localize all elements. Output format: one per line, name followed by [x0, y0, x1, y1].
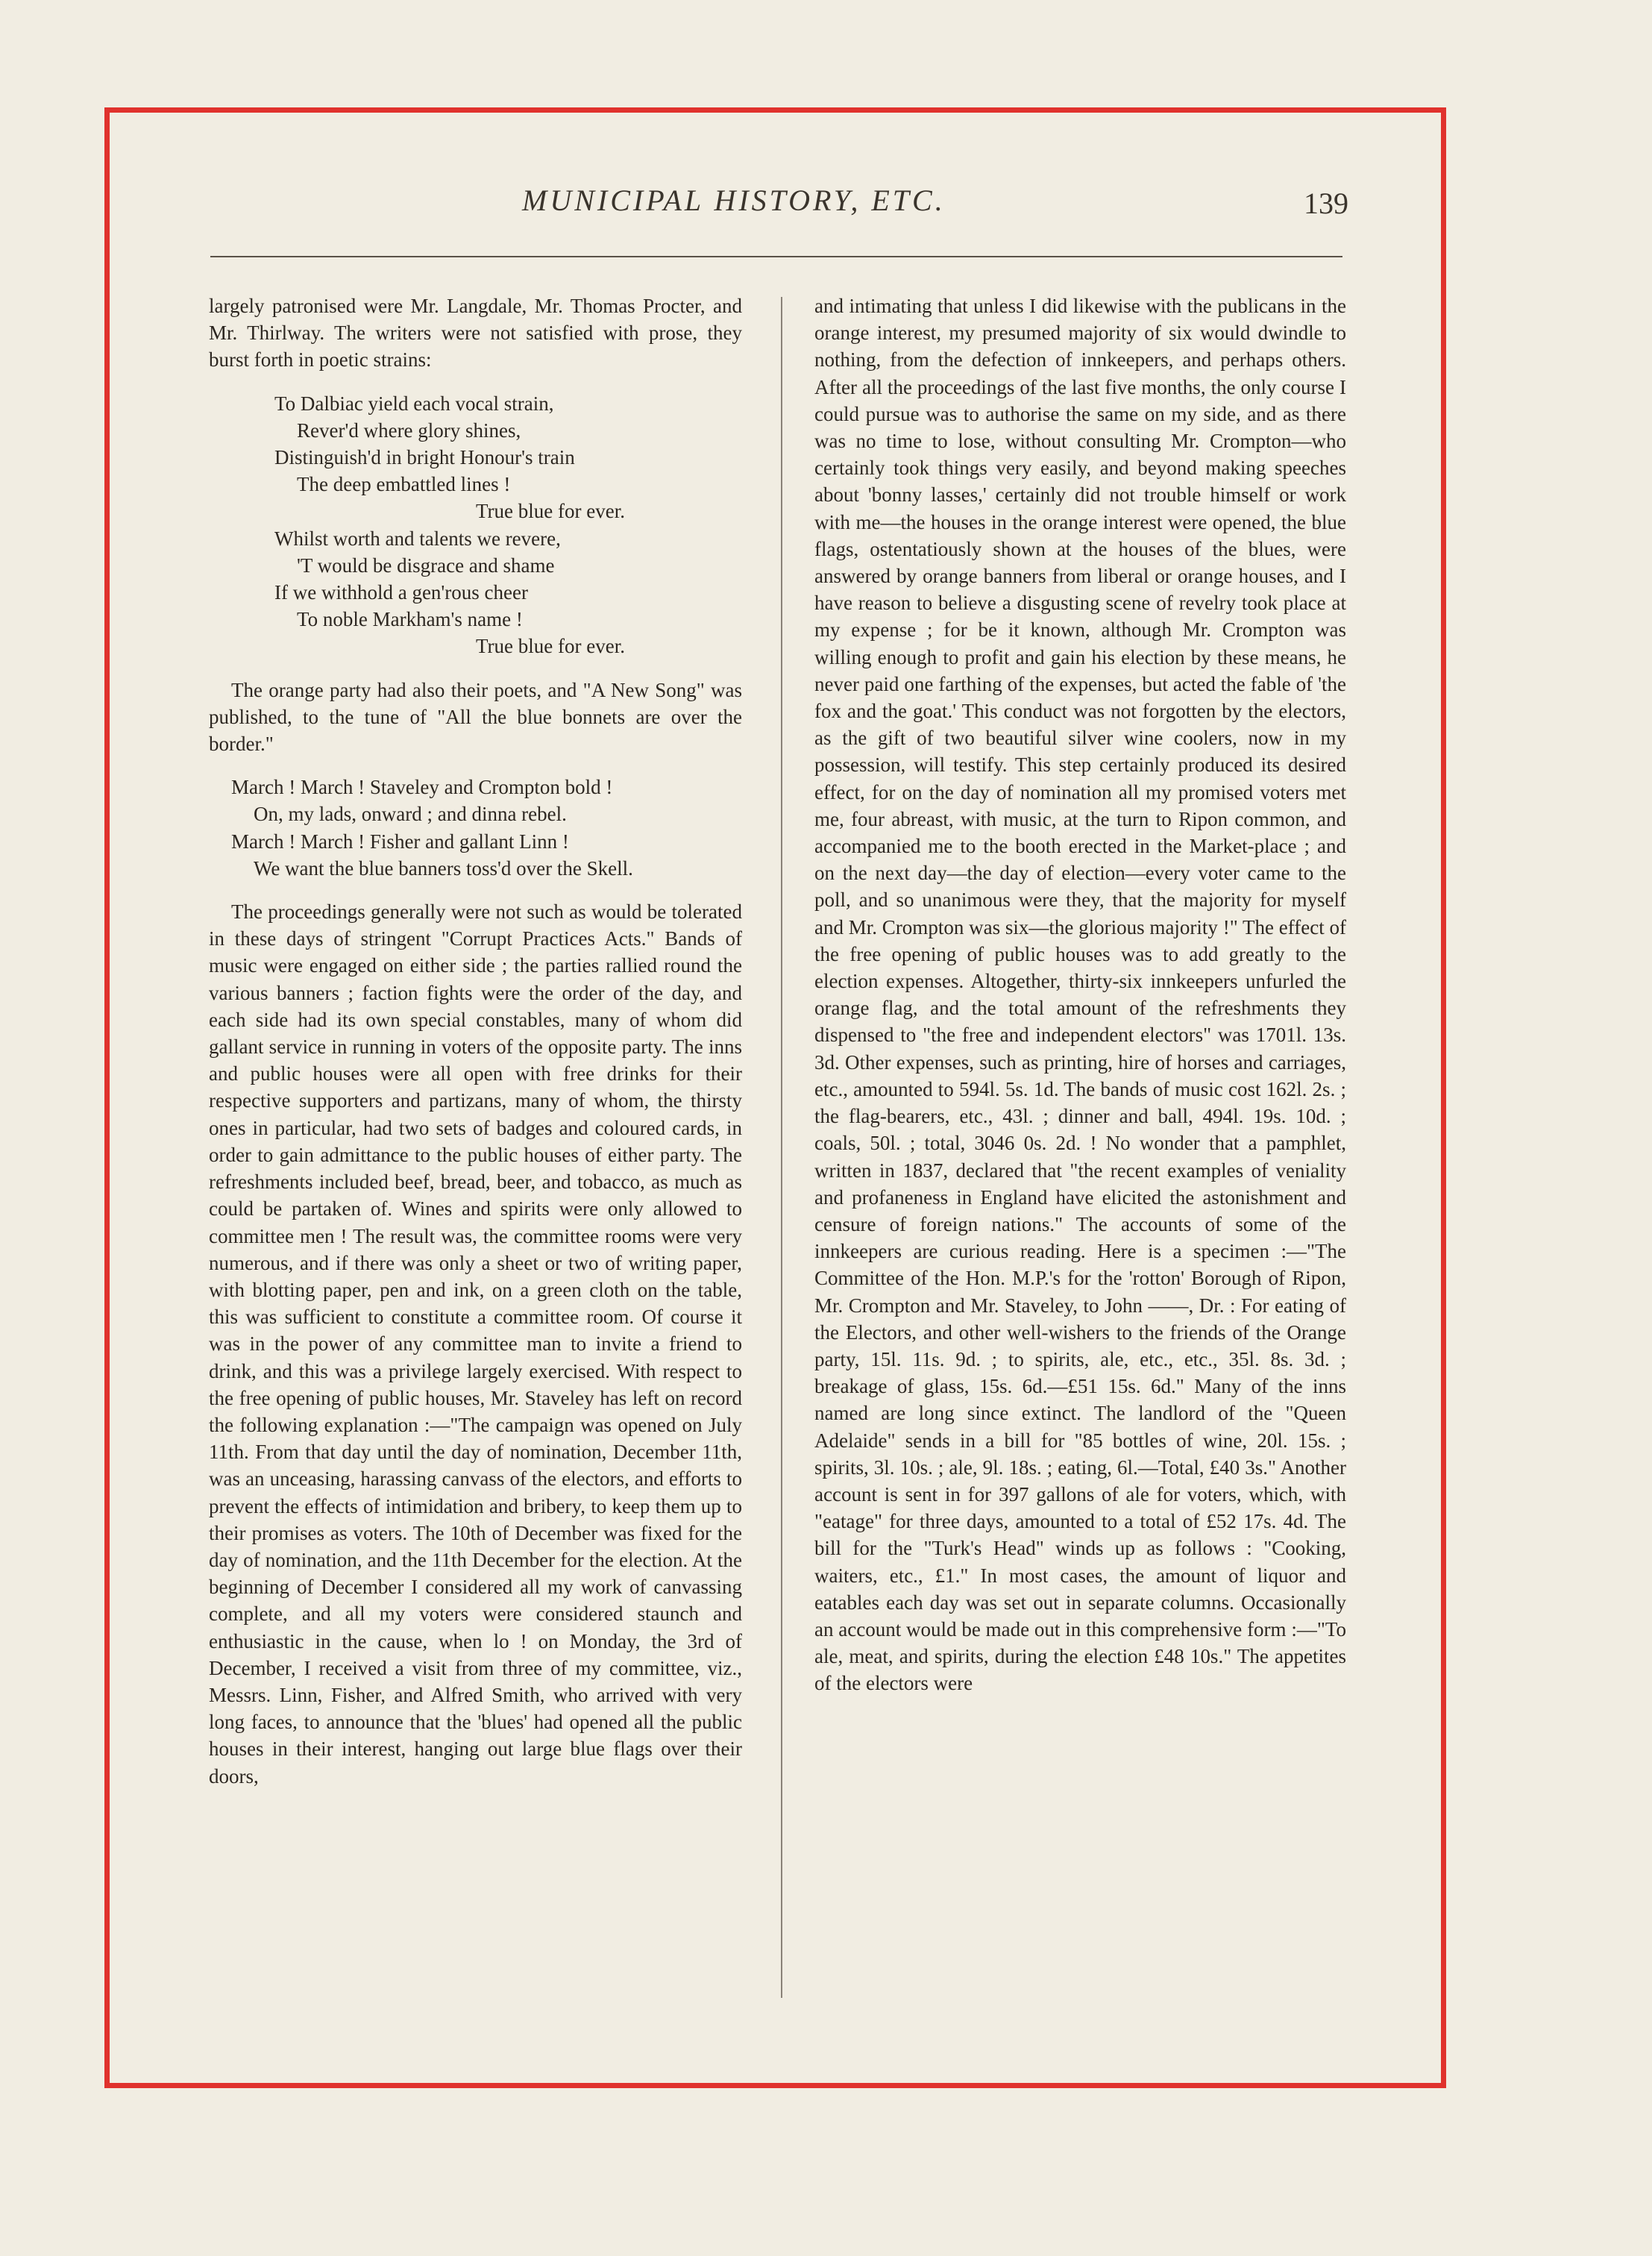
verse-line: To Dalbiac yield each vocal strain, — [274, 392, 554, 415]
page-number: 139 — [1304, 187, 1348, 220]
poem-true-blue — [209, 390, 742, 660]
verse-line: We want the blue banners toss'd over the Skell. — [254, 856, 633, 880]
paragraph-orange-poets: The orange party had also their poets, and "A New Song" was published, to the tune of "All the blue bonnets are over the border." — [209, 678, 742, 756]
verse-line: If we withhold a gen'rous cheer — [274, 581, 528, 604]
verse-line: Rever'd where glory shines, — [297, 419, 521, 442]
column-divider — [781, 297, 782, 1998]
left-column — [209, 292, 742, 1790]
header-rule — [210, 256, 1342, 257]
running-head — [0, 183, 1652, 220]
paragraph-continuation: and intimating that unless I did likewise with the publicans in the orange interest, my presumed majority of six would dwindle to nothing, from the defection of innkeepers, and perhaps others. After all the proceedings of the last five months, the only course I could pursue was to authorise the same on my side, and as there was no time to lose, without consulting Mr. Crompton—who certainly took things very easily, and beyond making speeches about 'bonny lasses,' certainly did not trouble himself or work with me—the houses in the orange interest were opened, the blue flags, ostentatiously shown at the houses of the blues, were answered by orange banners from liberal or orange houses, and I have reason to believe a disgusting scene of revelry took place at my expense ; for be it known, although Mr. Crompton was willing enough to profit and gain his election by these means, he never paid one farthing of the expenses, but acted the fable of 'the fox and the goat.' This conduct was not forgotten by the electors, as the gift of two beautiful silver wine coolers, now in my possession, will testify. This step certainly produced its desired effect, for on the day of nomination all my promised voters met me, four abreast, with music, at the turn to Ripon common, and accompanied me to the booth erected in the Market-place ; and on the next day—the day of election—every voter came to the poll, and so unanimous were they, that the majority for myself and Mr. Crompton was six—the glorious majority !" The effect of the free opening of public houses was to add greatly to the election expenses. Altogether, thirty-six innkeepers unfurled the orange flag, and the total amount of the refreshments they dispensed to "the free and independent electors" was 1701l. 13s. 3d. Other expenses, such as printing, hire of horses and carriages, etc., amounted to 594l. 5s. 1d. The bands of music cost 162l. 2s. ; the flag-bearers, etc., 43l. ; dinner and ball, 494l. 19s. 10d. ; coals, 50l. ; total, 3046 0s. 2d. ! No wonder that a pamphlet, written in 1837, declared that "the recent examples of veniality and profaneness in England have elicited the astonishment and censure of foreign nations." The accounts of some of the innkeepers are curious reading. Here is a specimen :—"The Committee of the Hon. M.P.'s for the 'rotton' Borough of Ripon, Mr. Crompton and Mr. Staveley, to John ——, Dr. : For eating of the Electors, and other well-wishers to the friends of the Orange party, 15l. 11s. 9d. ; to spirits, ale, etc., etc., 35l. 8s. 3d. ; breakage of glass, 15s. 6d.—£51 15s. 6d." Many of the inns named are long since extinct. The landlord of the "Queen Adelaide" sends in a bill for "85 bottles of wine, 20l. 15s. ; spirits, 3l. 10s. ; ale, 9l. 18s. ; eating, 6l.—Total, £40 3s." Another account is sent in for 397 gallons of ale for voters, which, with "eatage" for three days, amounted to a total of £52 17s. 4d. The bill for the "Turk's Head" winds up as follows : "Cooking, waiters, etc., £1." In most cases, the amount of liquor and eatables each day was set out in separate columns. Occasionally an account would be made out in this comprehensive form :—"To ale, meat, and spirits, during the election £48 10s." The appetites of the electors were — [814, 295, 1346, 1695]
verse-line: 'T would be disgrace and shame — [297, 554, 555, 577]
verse-line: March ! March ! Fisher and gallant Linn ! — [231, 830, 569, 853]
verse-line: March ! March ! Staveley and Crompton bold ! — [231, 776, 613, 799]
verse-refrain: True blue for ever. — [476, 635, 625, 658]
paragraph-intro: largely patronised were Mr. Langdale, Mr. Thomas Procter, and Mr. Thirlway. The writers were not satisfied with prose, they burst forth in poetic strains: — [209, 295, 742, 372]
poem-new-song — [209, 774, 742, 882]
verse-line: On, my lads, onward ; and dinna rebel. — [254, 803, 567, 826]
running-title: MUNICIPAL HISTORY, ETC. — [522, 184, 946, 217]
verse-line: The deep embattled lines ! — [297, 473, 511, 496]
verse-refrain: True blue for ever. — [476, 500, 625, 523]
right-column — [814, 292, 1346, 1697]
paragraph-proceedings: The proceedings generally were not such as would be tolerated in these days of stringent "Corrupt Practices Acts." Bands of music were engaged on either side ; the parties rallied round the various banners ; faction fights were the order of the day, and each side had its own special constables, many of whom did gallant service in running in voters of the opposite party. The inns and public houses were all open with free drinks for their respective supporters and partizans, many of whom, the thirsty ones in particular, had two sets of badges and coloured cards, in order to gain admittance to the public houses of either party. The refreshments included beef, bread, beer, and tobacco, as much as could be partaken of. Wines and spirits were only allowed to committee men ! The result was, the committee rooms were very numerous, and if there was only a sheet or two of writing paper, with blotting paper, pen and ink, on a green cloth on the table, this was sufficient to constitute a committee room. Of course it was in the power of any committee man to invite a friend to drink, and this was a privilege largely exercised. With respect to the free opening of public houses, Mr. Staveley has left on record the following explanation :—"The campaign was opened on July 11th. From that day until the day of nomination, December 11th, was an unceasing, harassing canvass of the electors, and efforts to prevent the effects of intimidation and bribery, to keep them up to their promises as voters. The 10th of December was fixed for the day of nomination, and the 11th December for the election. At the beginning of December I considered all my work of canvassing complete, and all my voters were considered staunch and enthusiastic in the cause, when lo ! on Monday, the 3rd of December, I received a visit from three of my committee, viz., Messrs. Linn, Fisher, and Alfred Smith, who arrived with very long faces, to announce that the 'blues' had opened all the public houses in their interest, hanging out large blue flags over their doors, — [209, 900, 742, 1787]
verse-line: To noble Markham's name ! — [297, 608, 523, 631]
verse-line: Distinguish'd in bright Honour's train — [274, 446, 575, 469]
verse-line: Whilst worth and talents we revere, — [274, 527, 561, 550]
